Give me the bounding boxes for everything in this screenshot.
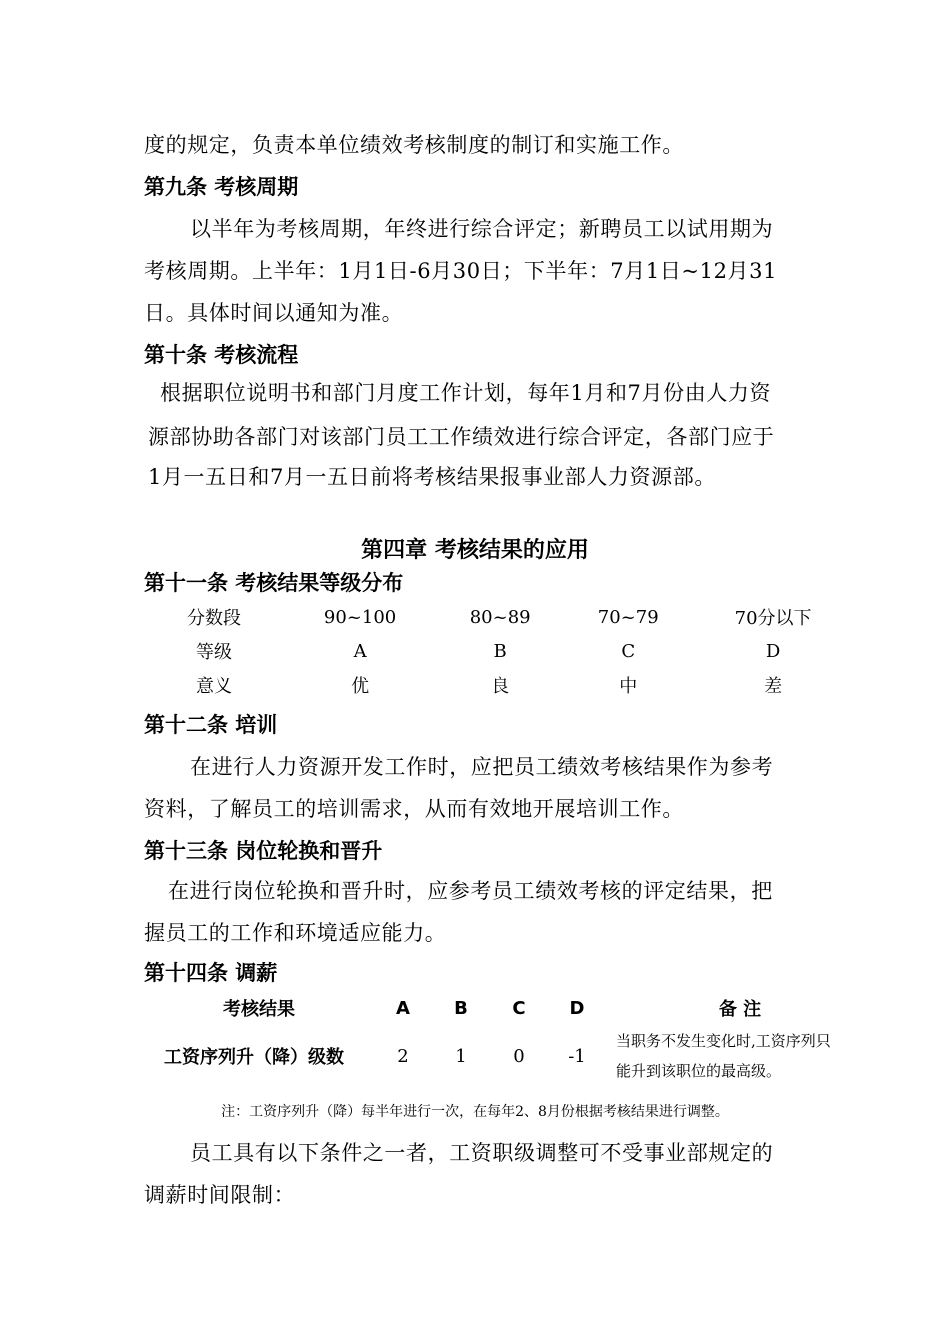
table-row <box>144 600 854 634</box>
paragraph-line: 握员工的工作和环境适应能力。 <box>144 921 447 945</box>
paragraph-line: 资料，了解员工的培训需求，从而有效地开展培训工作。 <box>144 797 684 821</box>
salary-adjustment-table <box>144 990 874 1086</box>
article-14-heading: 第十四条 调薪 <box>144 961 278 985</box>
table-header-row <box>144 990 874 1026</box>
table-row-label: 工资序列升（降）级数 <box>164 1047 344 1068</box>
note-line: 能升到该职位的最高级。 <box>616 1062 782 1080</box>
table-cell: 良 <box>491 676 510 697</box>
table-header-cell: D <box>569 997 585 1019</box>
table-cell: 1 <box>455 1045 467 1067</box>
paragraph-line: 调薪时间限制： <box>144 1183 296 1207</box>
table-cell: B <box>493 640 507 662</box>
table-row <box>144 1026 874 1086</box>
footnote: 注：工资序列升（降）每半年进行一次，在每年2、8月份根据考核结果进行调整。 <box>221 1104 729 1120</box>
table-cell: 70分以下 <box>734 608 812 629</box>
paragraph-line: 度的规定，负责本单位绩效考核制度的制订和实施工作。 <box>144 133 684 157</box>
paragraph-line: 在进行人力资源开发工作时，应把员工绩效考核结果作为参考 <box>190 755 774 779</box>
table-header-cell: B <box>454 997 468 1019</box>
table-cell: 等级 <box>196 642 232 663</box>
paragraph-line: 根据职位说明书和部门月度工作计划，每年1月和7月份由人力资 <box>160 381 772 405</box>
table-header-cell: A <box>396 997 410 1019</box>
table-cell: D <box>765 640 781 662</box>
table-header-cell: C <box>512 997 526 1019</box>
chapter-heading: 第四章 考核结果的应用 <box>361 538 589 563</box>
table-cell: 0 <box>513 1045 525 1067</box>
table-note-cell <box>606 1026 874 1086</box>
paragraph-line: 以半年为考核周期，年终进行综合评定；新聘员工以试用期为 <box>190 217 774 241</box>
table-cell: C <box>621 640 636 662</box>
table-cell: 差 <box>764 676 783 697</box>
table-header-cell: 备 注 <box>718 999 762 1020</box>
table-cell: 90~100 <box>323 606 397 628</box>
paragraph-line: 员工具有以下条件之一者，工资职级调整可不受事业部规定的 <box>190 1141 774 1165</box>
paragraph-line: 源部协助各部门对该部门员工工作绩效进行综合评定，各部门应于 <box>148 425 775 449</box>
table-row <box>144 634 854 668</box>
paragraph-line: 考核周期。上半年：1月1日-6月30日；下半年：7月1日~12月31 <box>144 259 778 283</box>
article-9-heading: 第九条 考核周期 <box>144 175 299 199</box>
table-cell: 意义 <box>196 676 232 697</box>
table-cell: 优 <box>351 676 370 697</box>
paragraph-line: 在进行岗位轮换和晋升时，应参考员工绩效考核的评定结果，把 <box>168 879 773 903</box>
article-12-heading: 第十二条 培训 <box>144 713 278 737</box>
table-cell: 中 <box>619 676 638 697</box>
article-13-heading: 第十三条 岗位轮换和晋升 <box>144 839 383 863</box>
grade-distribution-table <box>144 600 854 702</box>
table-cell: 80~89 <box>469 606 531 628</box>
table-cell: 2 <box>397 1045 409 1067</box>
article-11-heading: 第十一条 考核结果等级分布 <box>144 571 404 595</box>
paragraph-line: 日。具体时间以通知为准。 <box>144 301 404 325</box>
table-cell: A <box>353 640 367 662</box>
table-row <box>144 668 854 702</box>
table-cell: 分数段 <box>187 608 241 629</box>
article-10-heading: 第十条 考核流程 <box>144 343 299 367</box>
table-cell: 70~79 <box>597 606 659 628</box>
table-header-cell: 考核结果 <box>223 999 295 1020</box>
note-line: 当职务不发生变化时,工资序列只 <box>616 1032 831 1050</box>
paragraph-line: 1月一五日和7月一五日前将考核结果报事业部人力资源部。 <box>148 465 716 489</box>
table-cell: -1 <box>568 1045 586 1067</box>
